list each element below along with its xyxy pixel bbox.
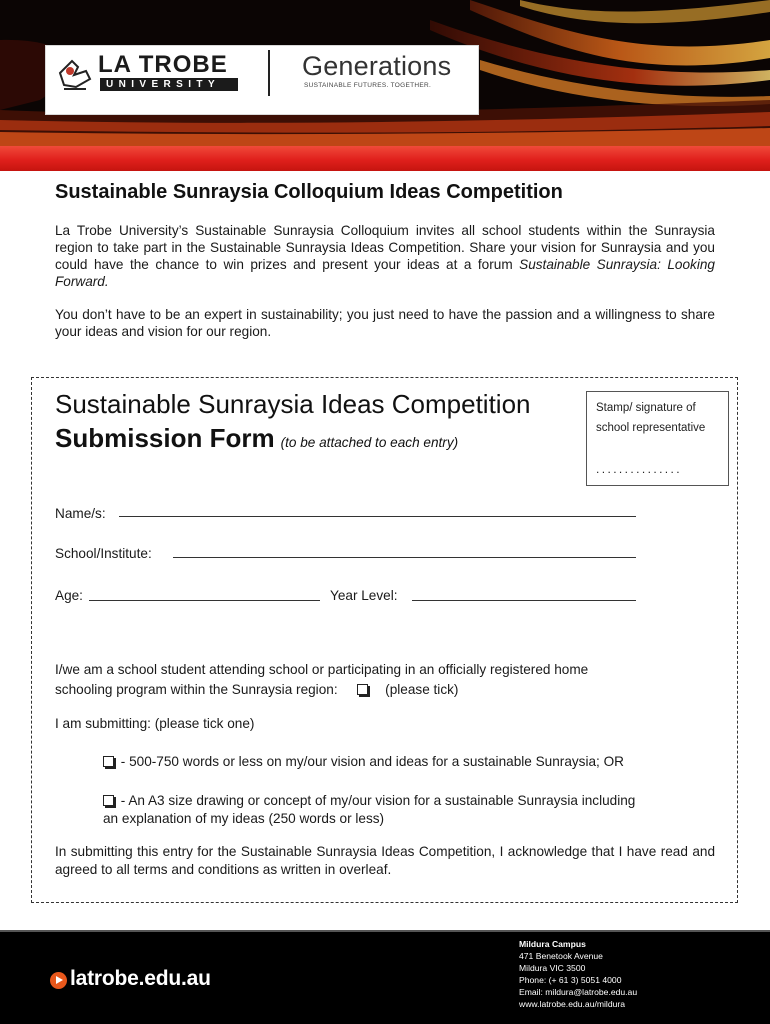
age-label: Age: — [55, 588, 83, 603]
stamp-signature-line: ............... — [596, 462, 683, 476]
year-level-label: Year Level: — [330, 588, 398, 603]
intro-paragraph-1-text: La Trobe University’s Sustainable Sunraysia Colloquium invites all school students within the Sunraysia region to take part in the Sustainable Sunraysia Ideas Competition. Share your vision for Sunraysia and you could have the chance to win prizes and present your ideas at a forum — [55, 223, 715, 272]
declaration-line-2 — [55, 680, 458, 700]
address-line-1: 471 Benetook Avenue — [519, 951, 603, 961]
stamp-label: Stamp/ signature of school representative — [596, 402, 706, 434]
form-subtitle — [55, 422, 458, 459]
option-written-text: - 500-750 words or less on my/our vision and ideas for a sustainable Sunraysia; OR — [120, 754, 625, 769]
option-drawing-line-2: an explanation of my ideas (250 words or less) — [103, 811, 385, 826]
university-subtitle: UNIVERSITY — [100, 78, 238, 91]
year-level-input-line[interactable] — [412, 600, 636, 601]
form-title: Sustainable Sunraysia Ideas Competition — [55, 389, 531, 419]
option-drawing-text: - An A3 size drawing or concept of my/our vision for a sustainable Sunraysia including — [120, 793, 636, 808]
forum-name: Sustainable Sunraysia: Looking Forward. — [55, 257, 715, 289]
submitting-label: I am submitting: (please tick one) — [55, 716, 255, 731]
option-drawing-checkbox[interactable] — [103, 795, 114, 806]
campus-name: Mildura Campus — [519, 939, 586, 949]
stamp-signature-box[interactable] — [586, 391, 729, 486]
address-line-2: Mildura VIC 3500 — [519, 963, 586, 973]
footer-contact-block — [519, 938, 637, 1010]
university-name: LA TROBE — [98, 51, 228, 78]
header-red-bar — [0, 146, 770, 171]
option-written — [103, 752, 624, 772]
form-subtitle-text: Submission Form — [55, 423, 275, 453]
campaign-title: Generations — [302, 51, 452, 81]
declaration-line-1: I/we am a school student attending school or participating in an officially registered home — [55, 662, 589, 677]
school-input-line[interactable] — [173, 557, 636, 558]
form-subtitle-note: (to be attached to each entry) — [280, 435, 459, 450]
names-label: Name/s: — [55, 506, 106, 521]
option-drawing — [103, 791, 635, 811]
page-title: Sustainable Sunraysia Colloquium Ideas Competition — [55, 181, 563, 203]
intro-paragraph-2: You don’t have to be an expert in sustainability; you just need to have the passion and a willingness to share your ideas and vision for our region. — [55, 307, 715, 339]
school-label: School/Institute: — [55, 546, 152, 561]
footer-divider — [0, 930, 770, 932]
declaration-line-2-text: schooling program within the Sunraysia region: — [55, 682, 338, 697]
campaign-tagline: SUSTAINABLE FUTURES. TOGETHER. — [304, 82, 432, 89]
declaration-tick-note: (please tick) — [385, 682, 459, 697]
play-arrow-icon — [50, 972, 67, 989]
header-logo-panel — [45, 45, 479, 115]
region-checkbox[interactable] — [357, 684, 368, 695]
acknowledgement: In submitting this entry for the Sustainable Sunraysia Ideas Competition, I acknowledge that I have read and agreed to all terms and conditions as written in overleaf. — [55, 844, 715, 877]
la-trobe-emblem-icon — [56, 53, 94, 93]
logo-divider — [268, 50, 270, 96]
intro-paragraph-1 — [55, 222, 715, 290]
option-written-checkbox[interactable] — [103, 756, 114, 767]
names-input-line[interactable] — [119, 516, 636, 517]
campus-web-link[interactable]: www.latrobe.edu.au/mildura — [519, 999, 626, 1009]
phone-number: Phone: (+ 61 3) 5051 4000 — [519, 975, 622, 985]
age-input-line[interactable] — [89, 600, 320, 601]
footer-website-link[interactable]: latrobe.edu.au — [70, 967, 211, 990]
email-link[interactable]: Email: mildura@latrobe.edu.au — [519, 987, 638, 997]
